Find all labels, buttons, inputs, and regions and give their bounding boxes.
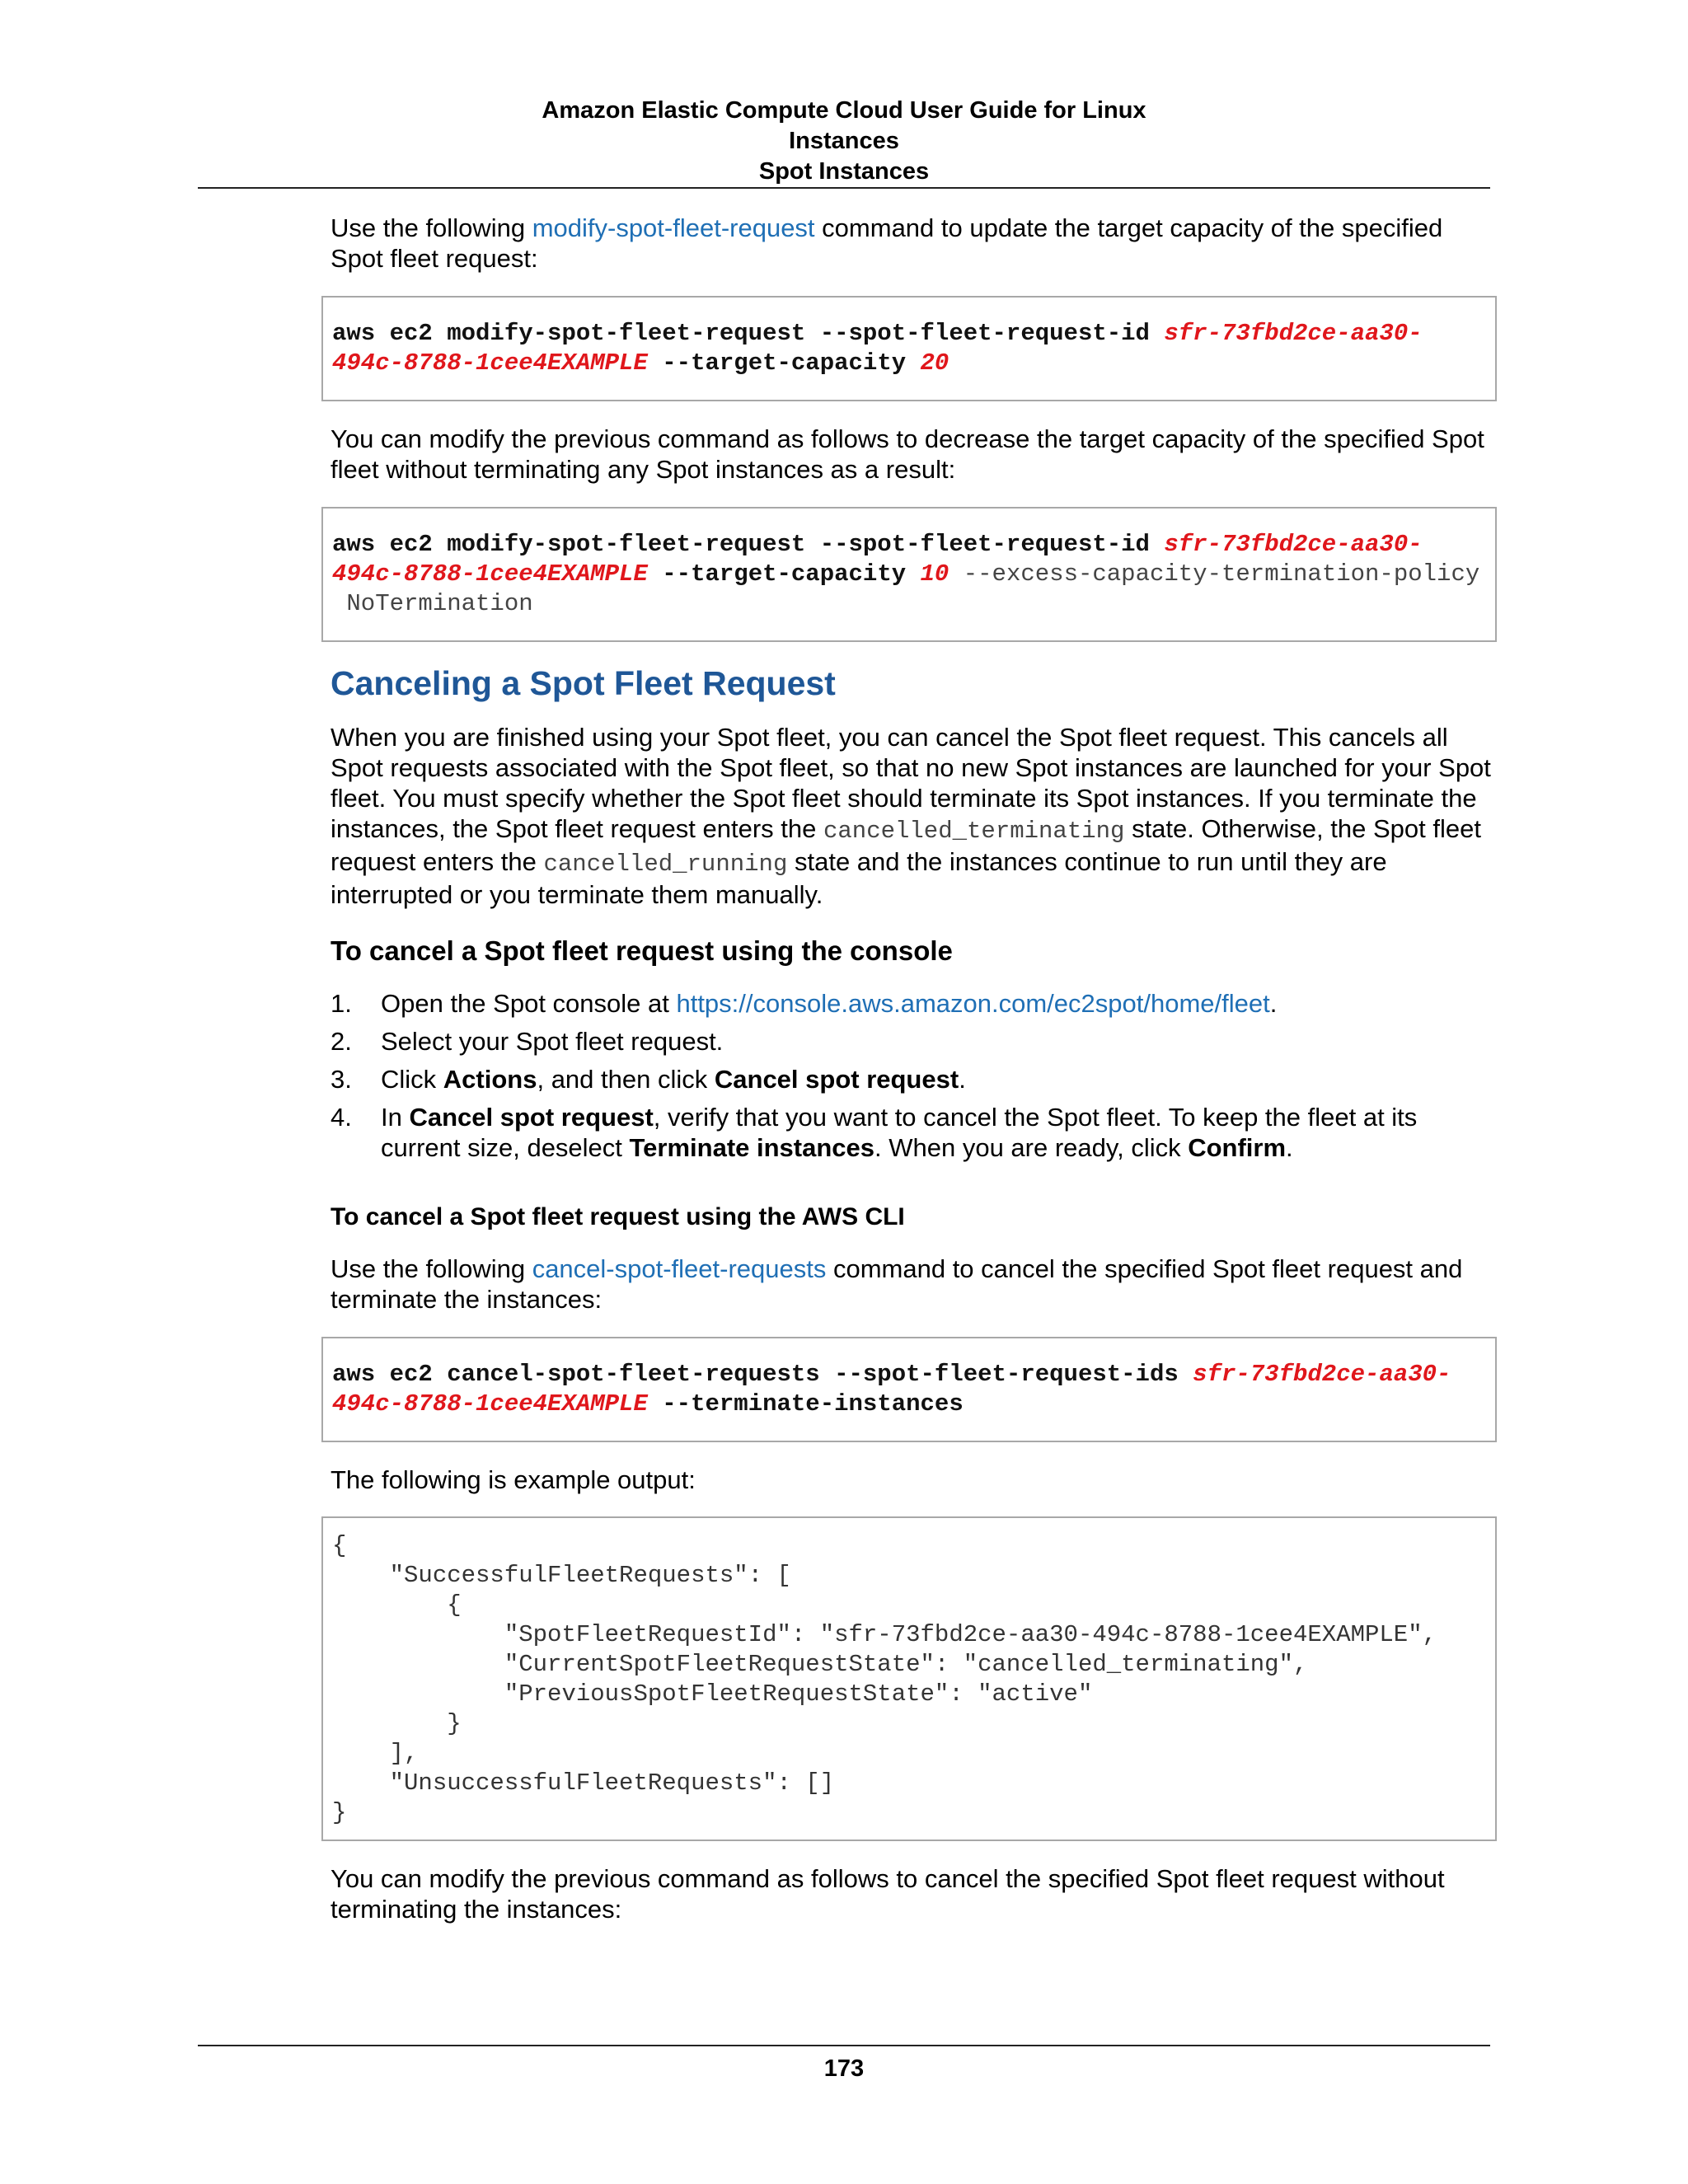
page-content [331, 213, 1501, 1924]
list-item: 3. Click Actions, and then click Cancel spot request. [331, 1065, 966, 1094]
cli-procedure-heading: To cancel a Spot fleet request using the AWS CLI [331, 1203, 905, 1230]
header-chapter: Instances [789, 128, 899, 154]
code-block-modify-no-termination: aws ec2 modify-spot-fleet-request --spot-fleet-request-id sfr-73fbd2ce-aa30- 494c-8788-1cee4EXAMPLE --target-capacity 10 --excess-capacity-termination-policy NoTermination [321, 507, 1497, 642]
modify-spot-fleet-request-link[interactable]: modify-spot-fleet-request [532, 213, 815, 242]
code-block-modify: aws ec2 modify-spot-fleet-request --spot-fleet-request-id sfr-73fbd2ce-aa30- 494c-8788-1cee4EXAMPLE --target-capacity 20 [321, 296, 1497, 401]
header-guide-title: Amazon Elastic Compute Cloud User Guide for Linux [542, 97, 1146, 124]
intro-paragraph: Use the following modify-spot-fleet-request command to update the target capacity of the specified Spot fleet request: [331, 213, 1443, 273]
example-output-label: The following is example output: [331, 1465, 696, 1494]
cancel-spot-fleet-requests-link[interactable]: cancel-spot-fleet-requests [532, 1254, 827, 1283]
code-block-example-output: { "SuccessfulFleetRequests": [ { "SpotFleetRequestId": "sfr-73fbd2ce-aa30-494c-8788-1cee4EXAMPLE", "CurrentSpotFleetRequestState": "cancelled_terminating", "PreviousSpotFleetRequestState": "active" } ], "UnsuccessfulFleetRequests": [] } [321, 1516, 1497, 1841]
list-item: 4. In Cancel spot request, verify that you want to cancel the Spot fleet. To keep the fleet at its current size, deselect Terminate instances. When you are ready, click Confirm. [331, 1103, 1418, 1162]
no-terminate-paragraph: You can modify the previous command as follows to cancel the specified Spot fleet request without terminating the instances: [331, 1864, 1445, 1924]
state-cancelled-running: cancelled_running [543, 851, 788, 878]
cancel-description-paragraph: When you are finished using your Spot fleet, you can cancel the Spot fleet request. This cancels all Spot requests associated with the Spot fleet, so that no new Spot instances are launched for your Spot fleet. You must specify whether the Spot fleet should terminate its Spot instances. If you terminate the instances, the Spot fleet request enters the cancelled_terminating state. Otherwise, the Spot fleet request enters the cancelled_running state and the instances continue to run until they are interrupted or you terminate them manually. [331, 723, 1491, 909]
page-header [198, 96, 1490, 187]
code-block-cancel: aws ec2 cancel-spot-fleet-requests --spot-fleet-request-ids sfr-73fbd2ce-aa30- 494c-8788-1cee4EXAMPLE --terminate-instances [321, 1337, 1497, 1442]
console-steps-list [331, 988, 1501, 1163]
spot-console-link[interactable]: https://console.aws.amazon.com/ec2spot/home/fleet [676, 989, 1270, 1018]
list-item: 2. Select your Spot fleet request. [331, 1027, 724, 1056]
footer-divider [198, 2045, 1490, 2046]
header-divider [198, 187, 1490, 189]
cli-intro-paragraph: Use the following cancel-spot-fleet-requests command to cancel the specified Spot fleet request and terminate the instances: [331, 1254, 1463, 1314]
decrease-capacity-paragraph: You can modify the previous command as follows to decrease the target capacity of the specified Spot fleet without terminating any Spot instances as a result: [331, 424, 1484, 484]
section-title: Canceling a Spot Fleet Request [331, 664, 836, 702]
header-section: Spot Instances [758, 158, 930, 185]
list-item: 1. Open the Spot console at https://console.aws.amazon.com/ec2spot/home/fleet. [331, 989, 1278, 1018]
console-procedure-heading: To cancel a Spot fleet request using the console [331, 935, 953, 966]
page-number: 173 [823, 2055, 865, 2082]
state-cancelled-terminating: cancelled_terminating [823, 818, 1125, 845]
